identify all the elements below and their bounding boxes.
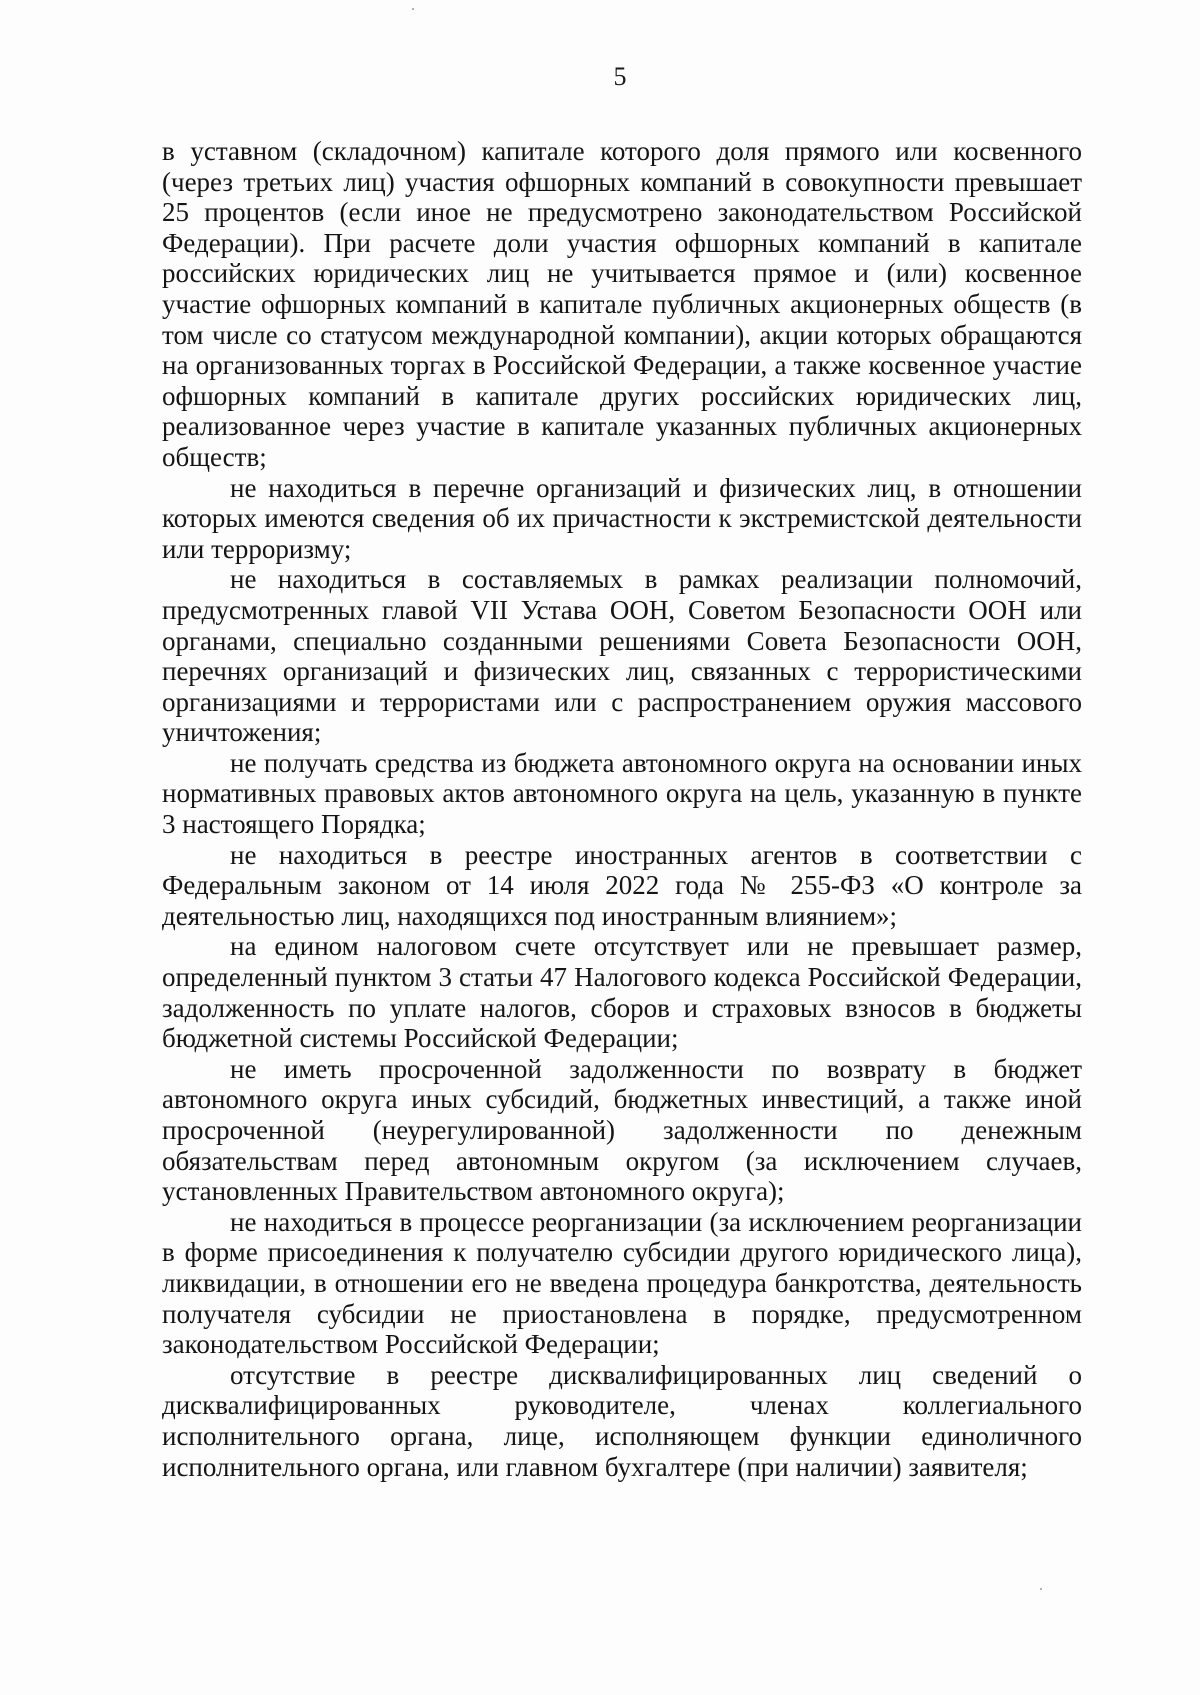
scan-speck bbox=[412, 8, 414, 10]
paragraph-overdue-debt: не иметь просроченной задолженности по возврату в бюджет автономного округа иных субсидий, бюджетных инвестиций, а также иной просроченной (неурегулированной) задолженности по денежным обязательствам перед автономным округом (за исключением случаев, установленных Правительством автономного округа); bbox=[162, 1053, 1082, 1207]
scan-speck bbox=[1040, 1588, 1042, 1590]
document-body bbox=[162, 136, 1082, 1482]
paragraph-disqualified-persons: отсутствие в реестре дисквалифицированных лиц сведений о дисквалифицированных руководителе, членах коллегиального исполнительного органа, лице, исполняющем функции единоличного исполнительного органа, или главном бухгалтере (при наличии) заявителя; bbox=[162, 1359, 1082, 1482]
page-number: 5 bbox=[613, 62, 627, 91]
paragraph-foreign-agents: не находиться в реестре иностранных агентов в соответствии с Федеральным законом от 14 июля 2022 года № 255-ФЗ «О контроле за деятельностью лиц, находящихся под иностранным влиянием»; bbox=[162, 839, 1082, 931]
paragraph-budget-funds: не получать средства из бюджета автономного округа на основании иных нормативных правовых актов автономного округа на цель, указанную в пункте 3 настоящего Порядка; bbox=[162, 747, 1082, 840]
paragraph-continuation: в уставном (складочном) капитале которого доля прямого или косвенного (через третьих лиц) участия офшорных компаний в совокупности превышает 25 процентов (если иное не предусмотрено законодательством Российской Федерации). При расчете доли участия офшорных компаний в капитале российских юридических лиц не учитывается прямое и (или) косвенное участие офшорных компаний в капитале публичных акционерных обществ (в том числе со статусом международной компании), акции которых обращаются на организованных торгах в Российской Федерации, а также косвенное участие офшорных компаний в капитале других российских юридических лиц, реализованное через участие в капитале указанных публичных акционерных обществ; bbox=[162, 136, 1082, 472]
paragraph-un-sanctions: не находиться в составляемых в рамках реализации полномочий, предусмотренных главой VII Устава ООН, Советом Безопасности ООН или органами, специально созданными решениями Совета Безопасности ООН, перечнях организаций и физических лиц, связанных с террористическими организациями и террористами или с распространением оружия массового уничтожения; bbox=[162, 564, 1082, 748]
paragraph-extremism-list: не находиться в перечне организаций и физических лиц, в отношении которых имеются сведения об их причастности к экстремистской деятельности или терроризму; bbox=[162, 472, 1082, 564]
paragraph-reorganization: не находиться в процессе реорганизации (за исключением реорганизации в форме присоединения к получателю субсидии другого юридического лица), ликвидации, в отношении его не введена процедура банкротства, деятельность получателя субсидии не приостановлена в порядке, предусмотренном законодательством Российской Федерации; bbox=[162, 1206, 1082, 1360]
paragraph-tax-account: на едином налоговом счете отсутствует или не превышает размер, определенный пунктом 3 статьи 47 Налогового кодекса Российской Федерации, задолженность по уплате налогов, сборов и страховых взносов в бюджеты бюджетной системы Российской Федерации; bbox=[162, 931, 1082, 1054]
